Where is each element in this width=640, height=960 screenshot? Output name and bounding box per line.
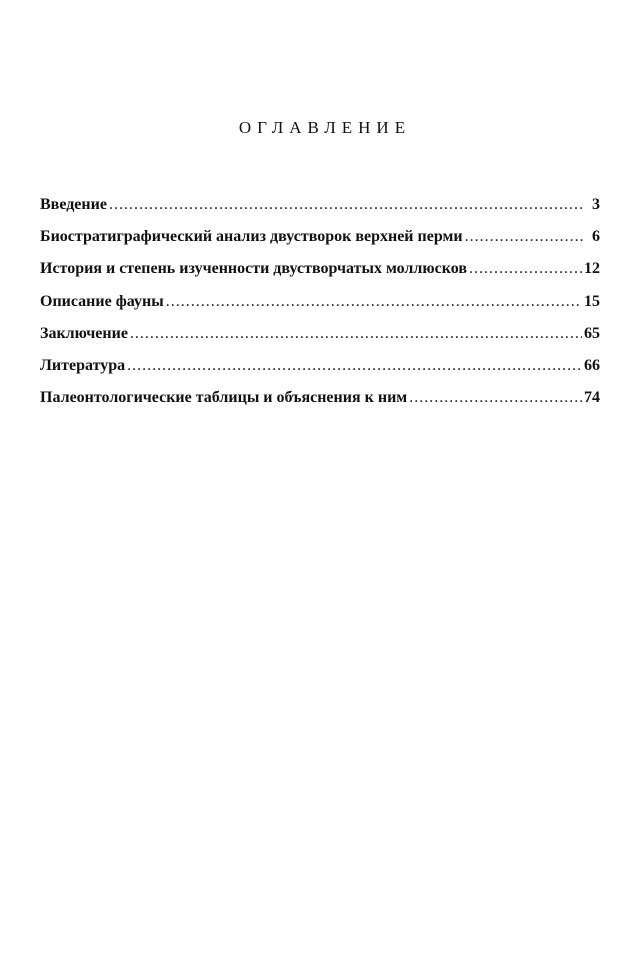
dot-leader — [166, 293, 582, 311]
toc-entry-fauna-description — [40, 293, 600, 325]
toc-heading: ОГЛАВЛЕНИЕ — [238, 118, 412, 137]
toc-entry-label: Литература — [40, 356, 126, 374]
toc-entry-label: Введение — [40, 196, 107, 213]
toc-entry-conclusion — [40, 325, 600, 357]
toc-entry-biostratigraphy — [40, 228, 600, 260]
dot-leader — [130, 325, 582, 343]
toc-entry-page: 6 — [592, 228, 600, 246]
toc-entry-introduction — [40, 196, 600, 228]
toc-entry-label: История и степень изученности двустворчатых моллюсков — [40, 260, 467, 278]
dot-leader — [409, 389, 582, 407]
toc-entry-label: Биостратиграфический анализ двустворок верхней перми — [40, 228, 463, 246]
toc-entry-history — [40, 260, 600, 292]
toc-entry-page: 3 — [592, 196, 600, 213]
dot-leader — [469, 260, 582, 278]
table-of-contents — [40, 196, 600, 421]
dot-leader — [465, 228, 584, 246]
toc-entry-page: 74 — [584, 389, 600, 407]
toc-entry-page: 65 — [584, 324, 600, 342]
dot-leader — [127, 357, 582, 375]
dot-leader — [109, 196, 584, 214]
toc-entry-page: 66 — [584, 356, 600, 374]
toc-entry-plates — [40, 389, 600, 421]
toc-entry-page: 15 — [584, 292, 600, 310]
toc-entry-literature — [40, 357, 600, 389]
toc-entry-label: Палеонтологические таблицы и объяснения к ним — [40, 389, 408, 407]
toc-entry-label: Заключение — [40, 324, 128, 342]
toc-entry-label: Описание фауны — [40, 292, 164, 310]
toc-entry-page: 12 — [584, 260, 600, 278]
